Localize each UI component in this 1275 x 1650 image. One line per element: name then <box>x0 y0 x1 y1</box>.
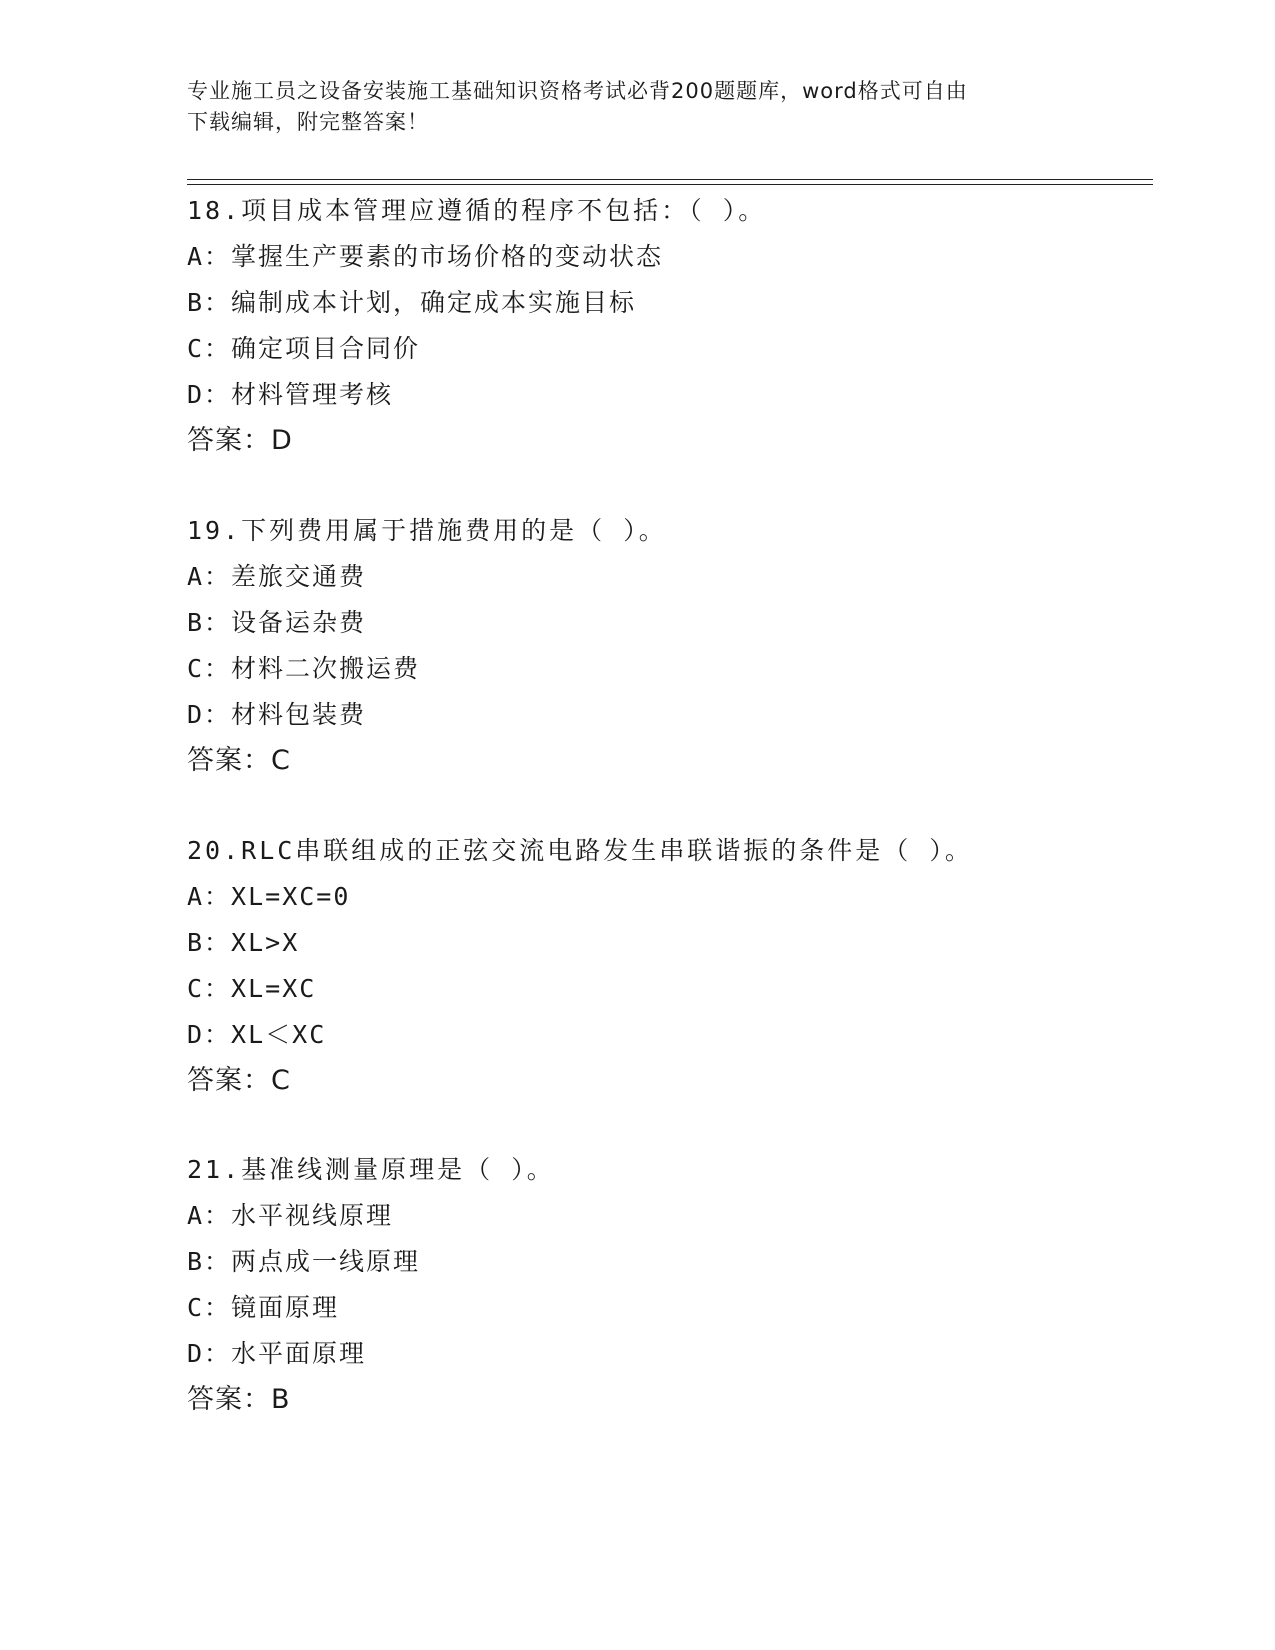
answer-line <box>187 1058 1147 1104</box>
header-divider-top <box>187 179 1153 180</box>
option-d: D：材料管理考核 <box>187 380 394 409</box>
option-c: C：镜面原理 <box>187 1293 340 1322</box>
option-d: D：水平面原理 <box>187 1339 367 1368</box>
question-stem: 20.RLC串联组成的正弦交流电路发生串联谐振的条件是（ ）。 <box>187 836 973 865</box>
answer-value: C <box>271 1065 291 1096</box>
option-a: A：XL=XC=0 <box>187 882 351 911</box>
option-a: A：差旅交通费 <box>187 562 367 591</box>
option-c: C：材料二次搬运费 <box>187 654 421 683</box>
answer-line <box>187 738 1147 784</box>
document-header <box>187 76 1067 138</box>
option-b: B：XL>X <box>187 928 300 957</box>
option-a: A：水平视线原理 <box>187 1201 394 1230</box>
answer-label: 答案： <box>187 745 271 776</box>
option-d: D：材料包装费 <box>187 700 367 729</box>
answer-label: 答案： <box>187 1065 271 1096</box>
header-divider-bottom <box>187 184 1153 185</box>
header-line-2: 下载编辑，附完整答案！ <box>187 110 429 134</box>
answer-label: 答案： <box>187 425 271 456</box>
option-a: A：掌握生产要素的市场价格的变动状态 <box>187 242 664 271</box>
answer-line <box>187 418 1147 464</box>
option-b: B：两点成一线原理 <box>187 1247 421 1276</box>
header-line-1: 专业施工员之设备安装施工基础知识资格考试必背200题题库，word格式可自由 <box>187 79 968 103</box>
question-18 <box>187 188 1147 464</box>
option-c: C：XL=XC <box>187 974 317 1003</box>
question-21 <box>187 1147 1147 1423</box>
answer-value: B <box>271 1384 291 1415</box>
question-19 <box>187 508 1147 784</box>
question-20 <box>187 828 1147 1104</box>
option-b: B：编制成本计划，确定成本实施目标 <box>187 288 637 317</box>
answer-line <box>187 1377 1147 1423</box>
answer-label: 答案： <box>187 1384 271 1415</box>
answer-value: C <box>271 745 291 776</box>
option-b: B：设备运杂费 <box>187 608 367 637</box>
question-stem: 21.基准线测量原理是（ ）。 <box>187 1155 555 1184</box>
answer-value: D <box>271 425 293 456</box>
option-d: D：XL＜XC <box>187 1020 327 1049</box>
question-stem: 19.下列费用属于措施费用的是（ ）。 <box>187 516 667 545</box>
option-c: C：确定项目合同价 <box>187 334 421 363</box>
question-stem: 18.项目成本管理应遵循的程序不包括：（ ）。 <box>187 196 767 225</box>
